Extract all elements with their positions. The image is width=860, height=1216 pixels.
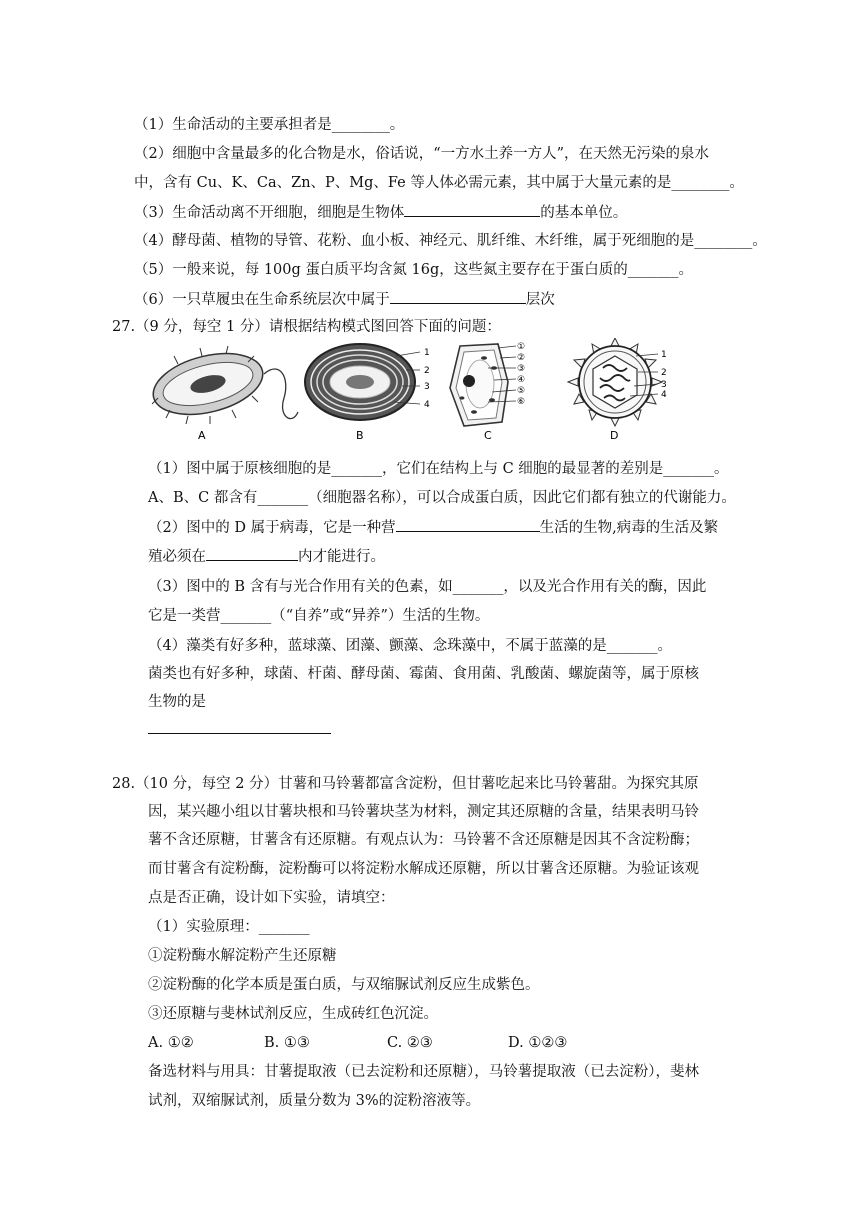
q27-part1-line1: （1）图中属于原核细胞的是_______，它们在结构上与 C 细胞的最显著的差别是_______。 <box>148 461 729 477</box>
answer-blank[interactable] <box>404 202 540 217</box>
c-num-6: ⑥ <box>517 397 526 407</box>
answer-blank[interactable] <box>396 517 540 532</box>
q26-part6 <box>134 289 555 310</box>
q28-line3: 薯不含还原糖，甘薯含有还原糖。有观点认为：马铃薯不含还原糖是因其不含淀粉酶； <box>148 832 699 848</box>
q28-option-a: A. ①② <box>148 1035 194 1051</box>
fig-label-c: C <box>484 429 492 442</box>
b-num-4: 4 <box>424 400 430 410</box>
q27-part4-line2: 菌类也有好多种，球菌、杆菌、酵母菌、霉菌、食用菌、乳酸菌、螺旋菌等，属于原核 <box>148 666 699 682</box>
q28-principle-1: ①淀粉酶水解淀粉产生还原糖 <box>148 948 337 964</box>
fig-label-d: D <box>610 429 619 442</box>
answer-blank[interactable] <box>390 289 526 304</box>
q26-part2-line1: （2）细胞中含量最多的化合物是水，俗话说，“一方水土养一方人”，在天然无污染的泉水 <box>134 146 710 162</box>
c-num-3: ③ <box>517 364 526 374</box>
q28-option-c: C. ②③ <box>387 1035 433 1051</box>
b-num-1: 1 <box>424 348 430 358</box>
q27-title: 27.（9 分，每空 1 分）请根据结构模式图回答下面的问题： <box>112 319 501 335</box>
c-num-1: ① <box>517 342 526 352</box>
fig-label-b: B <box>356 429 364 442</box>
b-num-2: 2 <box>424 366 430 376</box>
q28-materials-line1: 备选材料与用具：甘薯提取液（已去淀粉和还原糖），马铃薯提取液（已去淀粉），斐林 <box>148 1064 699 1080</box>
q28-materials-line2: 试剂，双缩脲试剂，质量分数为 3%的淀粉溶液等。 <box>148 1093 481 1109</box>
q26-part6-text: （6）一只草履虫在生命系统层次中属于 <box>134 292 390 308</box>
c-num-5: ⑤ <box>517 386 526 396</box>
q26-part1: （1）生命活动的主要承担者是________。 <box>134 117 405 133</box>
answer-blank[interactable] <box>148 733 331 734</box>
b-num-3: 3 <box>424 382 430 392</box>
d-num-3: 3 <box>661 380 667 390</box>
q27-part2-text-end: 生活的生物,病毒的生活及繁 <box>539 520 719 536</box>
q26-part2-line2: 中，含有 Cu、K、Ca、Zn、P、Mg、Fe 等人体必需元素，其中属于大量元素的是________。 <box>134 175 744 191</box>
q26-part3-text: （3）生命活动离不开细胞，细胞是生物体 <box>134 205 405 221</box>
q28-line4: 而甘薯含有淀粉酶，淀粉酶可以将淀粉水解成还原糖，所以甘薯含还原糖。为验证该观 <box>148 861 699 877</box>
d-num-2: 2 <box>661 368 667 378</box>
q27-part2-line2-end: 内才能进行。 <box>298 549 385 565</box>
cell-d-virus <box>568 338 662 426</box>
fig-label-a: A <box>198 429 206 442</box>
q26-part6-text-end: 层次 <box>525 292 555 308</box>
c-num-2: ② <box>517 353 526 363</box>
answer-blank[interactable] <box>206 546 298 561</box>
d-num-4: 4 <box>661 390 667 400</box>
q28-line5: 点是否正确，设计如下实验，请填空： <box>148 890 395 906</box>
q26-part5: （5）一般来说，每 100g 蛋白质平均含氮 16g，这些氮主要存在于蛋白质的_______。 <box>134 262 693 278</box>
q27-part1-line2: A、B、C 都含有_______（细胞器名称），可以合成蛋白质，因此它们都有独立的代谢能力。 <box>148 490 736 506</box>
q26-part3-text-end: 的基本单位。 <box>540 205 628 221</box>
cell-diagrams-svg <box>148 338 688 442</box>
q28-principle: （1）实验原理：_______ <box>148 919 310 935</box>
q27-part2-line2-text: 殖必须在 <box>148 549 206 565</box>
q28-line2: 因，某兴趣小组以甘薯块根和马铃薯块茎为材料，测定其还原糖的含量，结果表明马铃 <box>148 804 699 820</box>
q27-part4-line3: 生物的是 <box>148 694 206 710</box>
cell-b-cyanobacterium <box>305 344 420 420</box>
q28-line1: 28.（10 分，每空 2 分）甘薯和马铃薯都富含淀粉，但甘薯吃起来比马铃薯甜。为探究其原 <box>112 776 699 792</box>
q28-option-b: B. ①③ <box>264 1035 310 1051</box>
q28-option-d: D. ①②③ <box>508 1035 568 1051</box>
q28-principle-2: ②淀粉酶的化学本质是蛋白质，与双缩脲试剂反应生成紫色。 <box>148 977 540 993</box>
q26-part3 <box>134 202 627 223</box>
q26-part4: （4）酵母菌、植物的导管、花粉、血小板、神经元、肌纤维、木纤维，属于死细胞的是________。 <box>134 233 767 249</box>
c-num-4: ④ <box>517 375 526 385</box>
cell-a-bacterium <box>148 343 298 424</box>
q27-part3-line2: 它是一类营_______（“自养”或“异养”）生活的生物。 <box>148 608 490 624</box>
cell-structure-figure <box>148 338 688 442</box>
q27-part2-text: （2）图中的 D 属于病毒，它是一种营 <box>148 520 396 536</box>
cell-c-plant <box>450 344 516 426</box>
q27-part2-line2 <box>148 546 385 567</box>
q27-part3-line1: （3）图中的 B 含有与光合作用有关的色素，如_______，以及光合作用有关的酶，因此 <box>148 579 707 595</box>
q28-principle-3: ③还原糖与斐林试剂反应，生成砖红色沉淀。 <box>148 1006 438 1022</box>
q27-part4-line1: （4）藻类有好多种，蓝球藻、团藻、颤藻、念珠藻中，不属于蓝藻的是_______。 <box>148 638 672 654</box>
d-num-1: 1 <box>661 350 667 360</box>
q27-part2-line1 <box>148 517 718 538</box>
